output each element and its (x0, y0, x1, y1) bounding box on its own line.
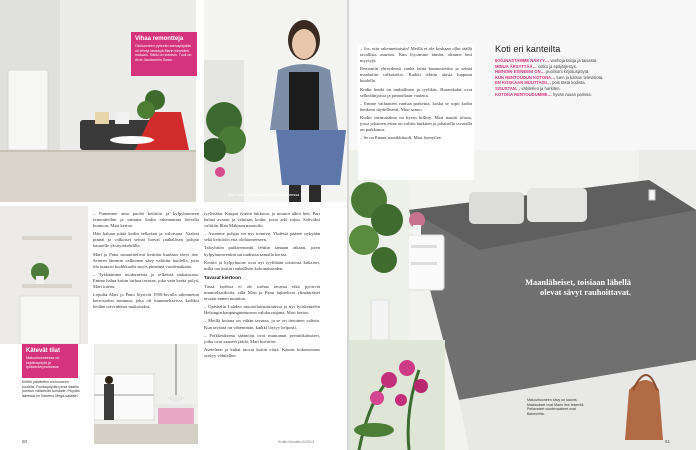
paragraph: – Tykkäämme moderneista ja selkeistä ratkaisuista. Emme halua kotiin turhaa tavaraa, joka vain kerää pölyä, Mari toteaa. (93, 271, 199, 290)
tip-heading: KUN RENTOUDUN KOTONA… (495, 74, 556, 80)
kitchen-illustration (94, 344, 198, 444)
paragraph: – Poikkeuksena sääntöön ovat muutamat perintökalusteet, jotka ovat saaneet jäädä, Mari kuvailee. (204, 332, 320, 344)
magazine-footer: Kotiin Kuvattu 6/2013 (278, 440, 315, 444)
info-box-heading: Vihaa remontteja (135, 36, 184, 42)
sidebar-title: Koti eri kanteilta (495, 44, 561, 54)
tip-heading: EN KOSKAAN MUUTTAISI… (495, 80, 551, 86)
section-subheading: Tavarat kiertoon (204, 275, 241, 281)
living-room-illustration (0, 0, 196, 202)
info-box-body: Makuuhuoneessa on kirjoituspöytä ja työskentelynurkkaus (26, 356, 60, 370)
portrait-illustration (204, 0, 347, 202)
kitchen-caption: Keittiö päivitettiin olohuoneen puolelle. Ruokapöydän pinta saatiin puretun väliseinän kohdalle. Pöydän ääressä on Tolomeo Mega-valaisin. (22, 380, 80, 398)
paragraph: Kodin henki on rauhallinen ja tyylikäs. Huonekalut ovat selkeälinjaisia ja pinnoiltaan vaaleita. (360, 86, 472, 98)
kitchen-photo (94, 344, 198, 444)
tip-heading: MINUA ÄRSYTTÄÄ… (495, 63, 537, 69)
pull-quote: Maanläheiset, toisiaan lähellä olevat sävyt rauhoittavat. (525, 278, 631, 297)
info-box-heading: Kätevät tilat (26, 348, 61, 354)
orchid-photo (349, 340, 445, 450)
paragraph: Taloyhtiön putkiremontti tehtiin samaan aikaan, joten kylpyhuoneenkin sai uudistaa samalla kertaa. (204, 245, 320, 257)
right-text-column (358, 44, 474, 180)
left-text-column-2 (204, 211, 320, 433)
left-text-column-1 (93, 211, 199, 343)
paragraph: – Opiskelin Lahden muotoiluinstituutissa ja nyt työskentelen Helsingin kaupunginmuseon valokuvaajana, Mari kertoo. (204, 304, 320, 316)
info-box-body: Olohuoneen pyöreän sohvapöydän oli tehnyt lasisepä Marin toiveiden mukaan. Säkki on kotoisin. Tuoli on Arne Jacobsenin Swan. (135, 44, 192, 62)
tip-item (495, 92, 611, 98)
living-room-photo (0, 0, 196, 202)
shelf-photo (0, 206, 88, 344)
page-number-left: 50 (22, 439, 28, 444)
bedroom-caption: Makuuhuoneen sävy on kaunis. Maalaukset ovat Marin itse tekemiä. Pellavaiset vuodevaatteet ovat Balmuirilta. (527, 398, 585, 416)
tip-heading: SISUSTAN… (495, 85, 521, 91)
tip-heading: IKKUNASTAMME NÄKYY… (495, 58, 550, 63)
tip-text: hyvän ruuan parissa. (552, 91, 592, 97)
paragraph: – Se on Panun suosikkituoli, Mari hymyilee. (360, 135, 442, 141)
shelf-illustration (0, 206, 88, 344)
right-page (349, 0, 696, 450)
paragraph: – Emme vaihtaneet vanhaa parkettia, koska se sopii kodin henkeen täydellisesti, Mari sanoo. (360, 100, 472, 112)
paragraph: Tässä kodissa ei ole turhaa tavaraa eikä pyöriviä muuttolaatikoita, sillä Mari ja Panu lajittelivat ylimääräiset tavarat ennen muuttoa. (204, 283, 320, 302)
paragraph: Keittiö ja kylpyhuone ovat nyt tyyliltään toistensa kaltaiset, mikä tuo kotiin rauhallisen kokonaisuuden. (204, 259, 320, 271)
paragraph: Mari ja Panu suunnittelivat keittiön kuulaan sävyt itse. Seinien lämmin valkoinen sävy valittiin huolella, jotta tila tuntuisi kodikkaalta myös pimeänä vuodenaikana. (93, 251, 199, 269)
paragraph: – Meillä kotona on vähän tavaraa, ja se on tietoinen valinta. Kun tavaraa on vähemmän, kaikki löytyy helposti. (204, 318, 320, 330)
portrait-photo (204, 0, 347, 202)
info-box-bottom (22, 344, 78, 378)
orchid-illustration (349, 340, 445, 450)
tip-text: vanhoja taloja ja taivasta. (550, 58, 598, 63)
tip-heading: HIENOIN ESINEENI ON… (495, 69, 545, 75)
paragraph: Remontin yhteydessä vanha lattia kunnostettiin ja seinät maalattiin valkoisiksi. Kaikki tehtiin alusta loppuun huolella. (360, 66, 472, 84)
paragraph: Hän haluaa pitää kodin selkeänä ja valoisana. Vaaleat pinnat ja valkoiset seinät luovat rauhallisen pohjan kauniille yksityiskohdille. (93, 231, 199, 249)
paragraph: Asetelmat ja kukat tuovat kotiin väriä. Kaunis kokonaisuus syntyy vähitellen. (204, 346, 320, 358)
paragraph: Lopulta Mari ja Panu löysivät 1950-luvulla rakennetun kerrostalon asunnon, joka oli muunneltavissa kodiksi heidän toiveidensa mukaiseksi. (93, 292, 199, 310)
tip-text: luen ja katson televisiota. (556, 74, 604, 80)
page-number-right: 51 (665, 439, 671, 444)
paragraph: – Panemme aina puolet keittiön ja kylpyhuoneen remontteihin ja saimme kodin rakennuttua kerralla kuntoon, Mari kertoo. (93, 211, 199, 229)
paragraph: tyylistään. Kaupat tyttöin lukkoon, ja muutot alkoi heti. Pari halusi avaran ja valoisan kodin, jossa arki sujuu. Sohvaksi valittiin Illan Mäkisen muotoilu. (204, 211, 320, 229)
tip-text: vähitellen ja harkiten. (521, 85, 561, 91)
tip-heading: KOTONA RENTOUDUMME… (495, 91, 552, 97)
portrait-caption: Mari Kaikkonen kuvasi kotona työhuoneessa. (228, 193, 301, 197)
sidebar-tips (495, 58, 611, 97)
tip-text: pois tästä kodista. (552, 80, 586, 86)
tip-text: sotku ja epäjärjestys. (537, 63, 577, 69)
info-box-top (131, 32, 197, 76)
left-page (0, 0, 347, 450)
paragraph: – Jos, niin rakennettaisiin! Meillä ei ole koskaan ollut täällä tavallista asuntoa. Kun löysimme tämän, olimme heti myytyjä. (360, 46, 472, 64)
paragraph: – Asumme pohjaa on nyt toimiva. Yhdestä pääsee nykyään sekä keittiöön että olohuoneeseen. (204, 231, 320, 243)
tip-text: puolisoni kirjoituspöytä. (545, 69, 590, 75)
paragraph: Kodin värimaailma on hyvin hillitty. Mari nauttii tilasta, jossa jokainen esine on valittu harkiten ja jokaisella tavaralla on paikkansa. (360, 114, 472, 133)
